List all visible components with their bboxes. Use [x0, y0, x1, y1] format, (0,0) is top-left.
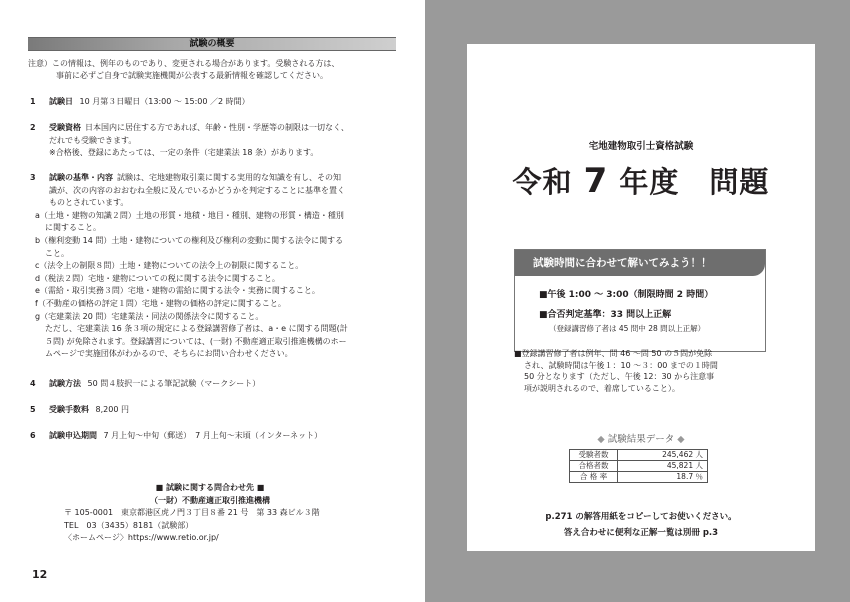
section-application-period [28, 430, 402, 443]
right-page [425, 0, 850, 602]
section-title: 試験申込期間 [49, 431, 97, 440]
results-heading-text: 試験結果データ [607, 434, 675, 445]
note-line-1: 注意）この情報は、例年のものであり、変更される場合があります。受験される方は、 [28, 59, 340, 68]
criteria-item-b-cont: こと。 [45, 248, 69, 258]
section-title: 試験の基準・内容 [49, 173, 113, 182]
section-title: 試験日 [49, 97, 73, 106]
answer-sheet-note: p.271 の解答用紙をコピーしてお使いください。 [545, 512, 737, 522]
section-text: 日本国内に居住する方であれば、年齢・性別・学歴等の制限は一切なく、 [85, 123, 349, 132]
pass-criteria-note: （登録講習修了者は 45 問中 28 問以上正解） [549, 324, 706, 333]
section-fee [28, 404, 402, 417]
section-number: 6 [30, 431, 36, 440]
diamond-icon: ◆ [677, 434, 685, 445]
results-value: 245,462 人 [618, 450, 708, 461]
section-text: だれでも受験できます。 [49, 135, 137, 145]
section-number: 3 [30, 173, 36, 182]
page-number: 12 [32, 568, 48, 581]
table-row [570, 461, 708, 472]
contact-organization: （一財）不動産適正取引推進機構 [150, 495, 270, 505]
title-prefix: 令和 [512, 165, 584, 199]
time-limit-box [514, 249, 766, 352]
section-text: ものとされています。 [49, 198, 129, 208]
criteria-item-e: e（需給・取引実務３問）宅地・建物の需給に関する法令・実務に関すること。 [35, 286, 320, 296]
exemption-line-3: 50 分となります（ただし、午後 12：30 から注意事 [524, 372, 715, 382]
diamond-icon: ◆ [597, 434, 605, 445]
note-line-2: 事前に必ずご自身で試験実施機関が公表する最新情報を確認してください。 [56, 71, 328, 80]
caution-note [28, 58, 400, 82]
criteria-item-b: b（権利変動 14 問）土地・建物についての権利及び権利の変動に関する法令に関する [35, 235, 344, 245]
table-row [570, 450, 708, 461]
criteria-item-d: d（税法２問）宅地・建物についての税に関する法令に関すること。 [35, 273, 280, 283]
exemption-line-4: 項が説明されるので、着席していること）。 [524, 383, 680, 393]
results-label: 受験者数 [570, 450, 618, 461]
title-number: 7 [583, 161, 609, 201]
criteria-item-f: f（不動産の価格の評定１問）宅地・建物の価格の評定に関すること。 [35, 298, 286, 308]
section-title: 受験手数料 [49, 405, 89, 414]
section-exam-date [28, 96, 402, 109]
criteria-tail-3: ムページで実施団体がわかるので、そちらにお問い合わせください。 [45, 349, 293, 359]
section-exam-method [28, 378, 402, 391]
exemption-line-2: され、試験時間は午後１：10 〜３：00 までの１時間 [524, 360, 718, 370]
section-number: 5 [30, 405, 36, 414]
title-suffix: 年度 問題 [608, 165, 770, 199]
contact-info [60, 482, 360, 545]
section-title: 受験資格 [49, 123, 81, 132]
time-limit-row: ■午後 1:00 〜 3:00（制限時間 2 時間） [539, 290, 714, 300]
section-number: 1 [30, 97, 36, 106]
section-text: 7 月上旬〜中旬（郵送） 7 月上旬〜末頃（インターネット） [103, 431, 323, 440]
section-criteria [28, 172, 402, 361]
criteria-item-a-cont: に関すること。 [45, 223, 101, 233]
results-heading [467, 431, 815, 445]
results-value: 45,821 人 [618, 461, 708, 472]
section-text: 10 月第３日曜日（13:00 〜 15:00 ／2 時間） [79, 97, 250, 106]
criteria-item-a: a（土地・建物の知識２問）土地の形質・地積・地目・種別、建物の形質・構造・種別 [35, 210, 344, 220]
section-text: 試験は、宅地建物取引業に関する実用的な知識を有し、その知 [117, 173, 341, 182]
criteria-tail-2: ５問) が免除されます。登録講習については、(一財) 不動産適正取引推進機構のホー [45, 336, 347, 346]
section-text: 8,200 円 [95, 405, 129, 414]
criteria-item-g: g（宅建業法 20 問）宅建業法・同法の関係法令に関すること。 [35, 311, 264, 321]
results-label: 合格者数 [570, 461, 618, 472]
section-text: ※合格後、登録にあたっては、一定の条件（宅建業法 18 条）があります。 [49, 148, 319, 158]
section-title: 試験方法 [49, 379, 81, 388]
contact-heading: ■ 試験に関する問合わせ先 ■ [155, 483, 265, 492]
section-number: 4 [30, 379, 36, 388]
exemption-note [514, 348, 789, 394]
contact-tel: TEL 03（3435）8181（試験部） [64, 520, 194, 530]
pass-criteria-row: ■合否判定基準：33 問以上正解 [539, 310, 672, 320]
section-text: 50 問４肢択一による筆記試験（マークシート） [87, 379, 261, 388]
section-number: 2 [30, 123, 36, 132]
answer-key-note: 答え合わせに便利な正解一覧は別冊 p.3 [563, 528, 719, 538]
section-eligibility [28, 122, 402, 160]
results-value: 18.7 ％ [618, 472, 708, 483]
exemption-line-1: ■登録講習修了者は例年、問 46 〜問 50 の５問が免除 [514, 349, 713, 358]
criteria-item-c: c（法令上の制限８問）土地・建物についての法令上の制限に関すること。 [35, 261, 304, 271]
exam-cover-card [467, 44, 815, 551]
criteria-tail-1: ただし、宅建業法 16 条３項の規定による登録講習修了者は、a・e に関する問題(計 [45, 324, 348, 334]
section-text: 識が、次の内容のおおむね全般に及んでいるかどうかを判定することに基準を置く [49, 185, 345, 195]
exam-title [467, 160, 815, 201]
results-label: 合 格 率 [570, 472, 618, 483]
results-table [569, 449, 708, 483]
table-row [570, 472, 708, 483]
time-limit-header: 試験時間に合わせて解いてみよう！！ [515, 250, 765, 276]
overview-header: 試験の概要 [28, 37, 396, 51]
exam-subtitle: 宅地建物取引士資格試験 [588, 141, 694, 152]
contact-website: 〈ホームページ〉https://www.retio.or.jp/ [64, 533, 219, 542]
contact-address: 〒 105-0001 東京都港区虎ノ門３丁目８番 21 号 第 33 森ビル３階 [64, 508, 320, 517]
